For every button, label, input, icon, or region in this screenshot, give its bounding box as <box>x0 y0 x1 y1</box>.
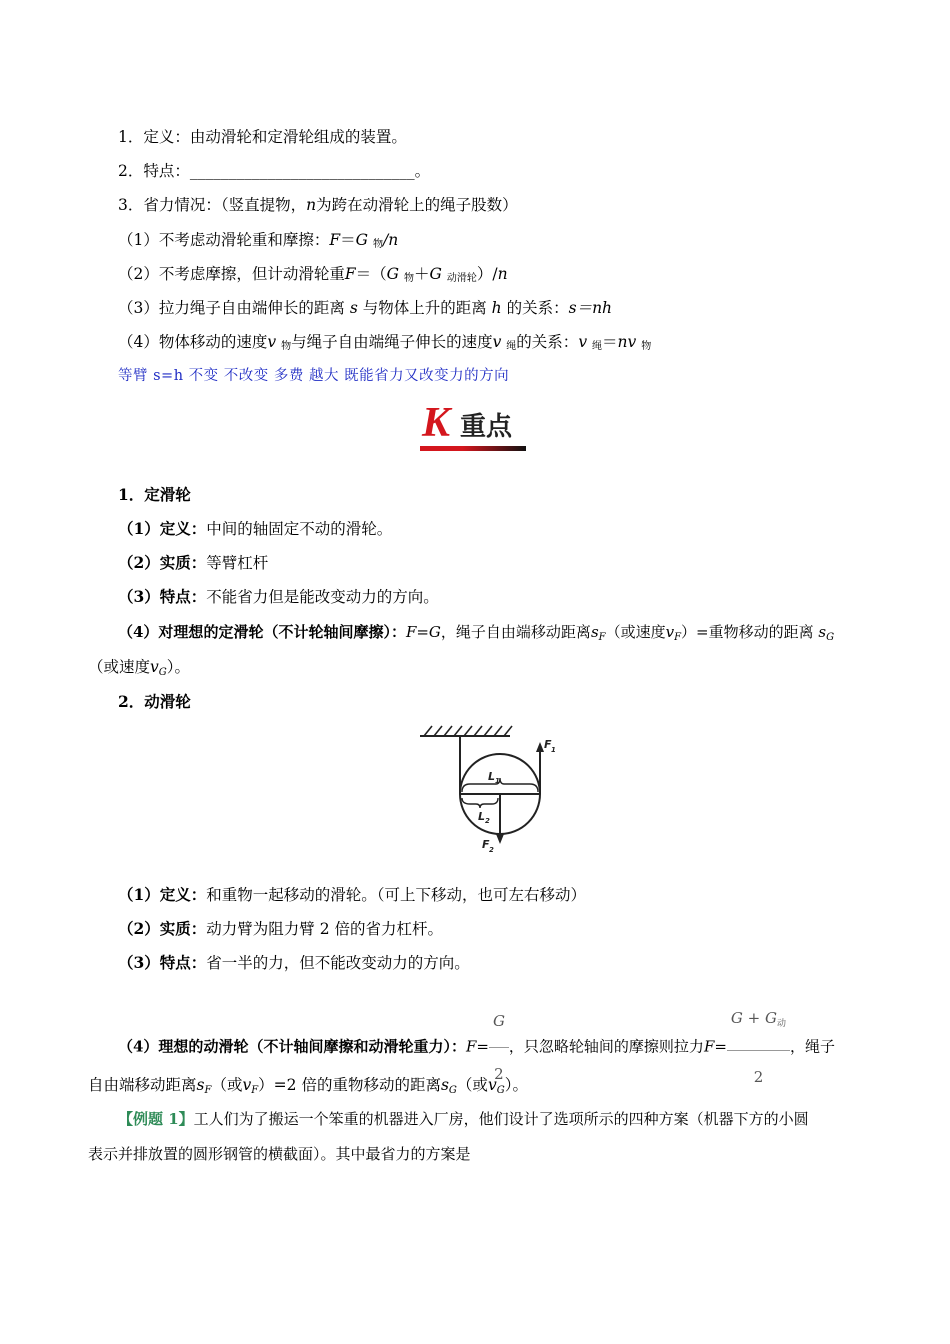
movable-ideal-cont: 自由端移动距离sF（或vF）=2 倍的重物移动的距离sG（或vG）。 <box>88 1076 528 1096</box>
example-tag: 【例题 1】 <box>118 1110 194 1128</box>
combo-force-intro: 3．省力情况：（竖直提物，n为跨在动滑轮上的绳子股数） <box>118 196 518 214</box>
F1-arrowhead <box>536 742 544 752</box>
example-1-line2: 表示并排放置的圆形钢管的横截面）。其中最省力的方案是 <box>88 1145 471 1163</box>
fixed-feature: （3）特点：不能省力但是能改变动力的方向。 <box>118 587 439 606</box>
fixed-ideal-cont: （或速度vG）。 <box>88 658 191 678</box>
fixed-definition: （1）定义：中间的轴固定不动的滑轮。 <box>118 519 393 538</box>
fraction-G-plus-Gdong-over-2: $\frac{G + G_动}{2}$ <box>727 994 790 1101</box>
movable-ideal: （4）理想的动滑轮（不计轴间摩擦和动滑轮重力）：F= $\frac{G}{2}$ ，只忽略轮轴间的摩擦则拉力F= $\frac{G + G_动}{2}$ ，绳子 <box>118 994 835 1101</box>
fixed-pulley-title: 1．定滑轮 <box>118 485 191 504</box>
brace-L2 <box>462 798 498 808</box>
label-F2-sub: 2 <box>489 846 494 854</box>
heading-underline <box>420 446 526 451</box>
label-F2: F <box>482 838 490 851</box>
brace-L1 <box>462 778 538 792</box>
example-1-line1: 【例题 1】工人们为了搬运一个笨重的机器进入厂房，他们设计了选项所示的四种方案（机器下方的小圆 <box>118 1110 809 1128</box>
movable-pulley-diagram <box>418 722 568 854</box>
key-points-heading <box>420 400 528 455</box>
movable-pulley-title: 2．动滑轮 <box>118 692 191 711</box>
movable-definition: （1）定义：和重物一起移动的滑轮。（可上下移动，也可左右移动） <box>118 885 587 904</box>
movable-essence: （2）实质：动力臂为阻力臂 2 倍的省力杠杆。 <box>118 919 444 938</box>
answer-key: 等臂 s=h 不变 不改变 多费 越大 既能省力又改变力的方向 <box>118 368 510 384</box>
label-L1-sub: 1 <box>495 777 500 785</box>
heading-text: 重点 <box>460 412 513 442</box>
combo-case-3: （3）拉力绳子自由端伸长的距离 s 与物体上升的距离 h 的关系：s＝nh <box>118 299 613 317</box>
ceiling-hatch <box>424 726 512 736</box>
fraction-G-over-2: $\frac{G}{2}$ <box>489 997 509 1098</box>
fixed-essence: （2）实质：等臂杠杆 <box>118 553 269 572</box>
heading-letter: K <box>422 400 451 446</box>
label-F1: F <box>544 738 552 751</box>
label-L2-sub: 2 <box>485 817 490 825</box>
combo-feature: 2．特点：_____________________________。 <box>118 162 431 180</box>
label-L1: L <box>488 770 496 783</box>
label-F1-sub: 1 <box>551 746 556 754</box>
movable-feature: （3）特点：省一半的力，但不能改变动力的方向。 <box>118 953 470 972</box>
combo-case-2: （2）不考虑摩擦，但计动滑轮重F＝（G $_物$＋G $_{动滑轮}$）/n <box>118 265 508 284</box>
combo-case-1: （1）不考虑动滑轮重和摩擦：F＝G $_物$/n <box>118 231 399 250</box>
fixed-ideal: （4）对理想的定滑轮（不计轮轴间摩擦）：F=G，绳子自由端移动距离$s_F$（或速度$v_F)=$重物移动的距离 $s_G$ <box>118 623 835 643</box>
F2-arrowhead <box>496 834 504 844</box>
combo-case-4: （4）物体移动的速度v $_物$与绳子自由端绳子伸长的速度v $_绳$的关系：v $_绳$＝nv $_物$ <box>118 333 652 352</box>
label-L2: L <box>478 810 486 823</box>
feature-blank[interactable]: _____________________________ <box>189 162 415 180</box>
combo-definition: 1．定义：由动滑轮和定滑轮组成的装置。 <box>118 128 407 146</box>
